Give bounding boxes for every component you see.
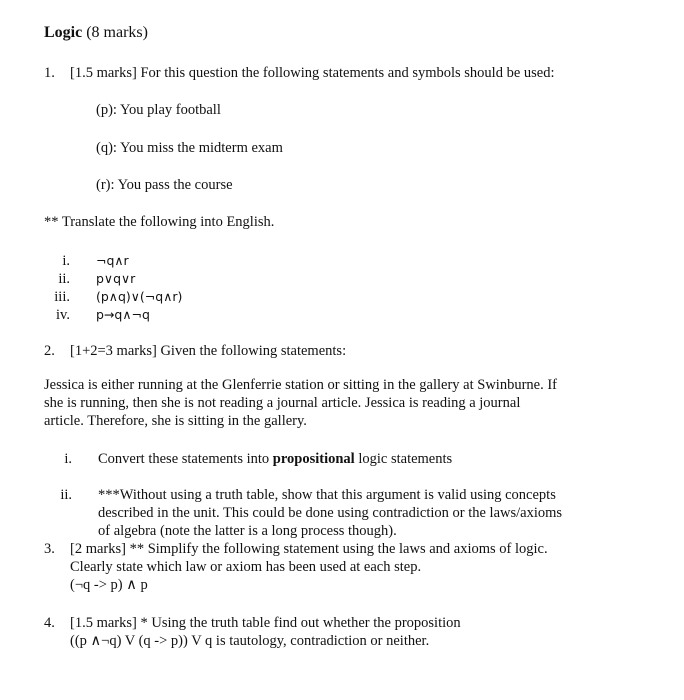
q1-item-expr: ¬q∧r xyxy=(96,253,129,268)
q3-number: 3. xyxy=(44,541,55,557)
q1-statement-q: (q): You miss the midterm exam xyxy=(96,140,283,156)
q1-instruction: ** Translate the following into English. xyxy=(44,214,275,230)
q2-number: 2. xyxy=(44,343,55,359)
q1-item-expr: (p∧q)∨(¬q∧r) xyxy=(96,289,183,304)
q2-sub-i-numeral: i. xyxy=(64,451,72,467)
title-marks: (8 marks) xyxy=(86,24,148,41)
q1-item-expr: p∨q∨r xyxy=(96,271,136,286)
q2-paragraph-line: article. Therefore, she is sitting in the gallery. xyxy=(44,413,307,429)
q2-sub-ii-numeral: ii. xyxy=(60,487,72,503)
q2-sub-i-bold: propositional xyxy=(272,451,355,467)
q1-text: [1.5 marks] For this question the following statements and symbols should be used: xyxy=(70,65,555,81)
q2-sub-ii-line: ***Without using a truth table, show that this argument is valid using concepts xyxy=(98,487,556,503)
q3-expression: (¬q -> p) ∧ p xyxy=(70,577,148,593)
q1-item-numeral: iii. xyxy=(54,289,70,305)
q1-item-expr: p→q∧¬q xyxy=(96,307,150,322)
q1-statement-r: (r): You pass the course xyxy=(96,177,233,193)
q3-line: Clearly state which law or axiom has been used at each step. xyxy=(70,559,422,575)
q3-line: [2 marks] ** Simplify the following statement using the laws and axioms of logic. xyxy=(70,541,548,557)
q1-statement-p: (p): You play football xyxy=(96,102,221,118)
q4-line: [1.5 marks] * Using the truth table find out whether the proposition xyxy=(70,615,461,631)
page-title xyxy=(44,24,148,42)
q2-paragraph-line: Jessica is either running at the Glenferrie station or sitting in the gallery at Swinburne. If xyxy=(44,377,558,393)
q2-text: [1+2=3 marks] Given the following statements: xyxy=(70,343,347,359)
q2-sub-i-before: Convert these statements into xyxy=(98,451,270,467)
q2-sub-i-after: logic statements xyxy=(358,451,453,467)
q2-sub-i-text xyxy=(98,450,452,468)
q2-paragraph-line: she is running, then she is not reading a journal article. Jessica is reading a journal xyxy=(44,395,521,411)
q4-line: ((p ∧¬q) V (q -> p)) V q is tautology, contradiction or neither. xyxy=(70,633,430,649)
q2-sub-ii-line: described in the unit. This could be done using contradiction or the laws/axioms xyxy=(98,505,563,521)
q2-sub-ii-line: of algebra (note the latter is a long process though). xyxy=(98,523,397,539)
title-bold: Logic xyxy=(44,24,83,41)
q1-item-numeral: i. xyxy=(62,253,70,269)
q1-item-numeral: iv. xyxy=(56,307,70,323)
q1-item-numeral: ii. xyxy=(58,271,70,287)
q1-number: 1. xyxy=(44,65,55,81)
q4-number: 4. xyxy=(44,615,55,631)
